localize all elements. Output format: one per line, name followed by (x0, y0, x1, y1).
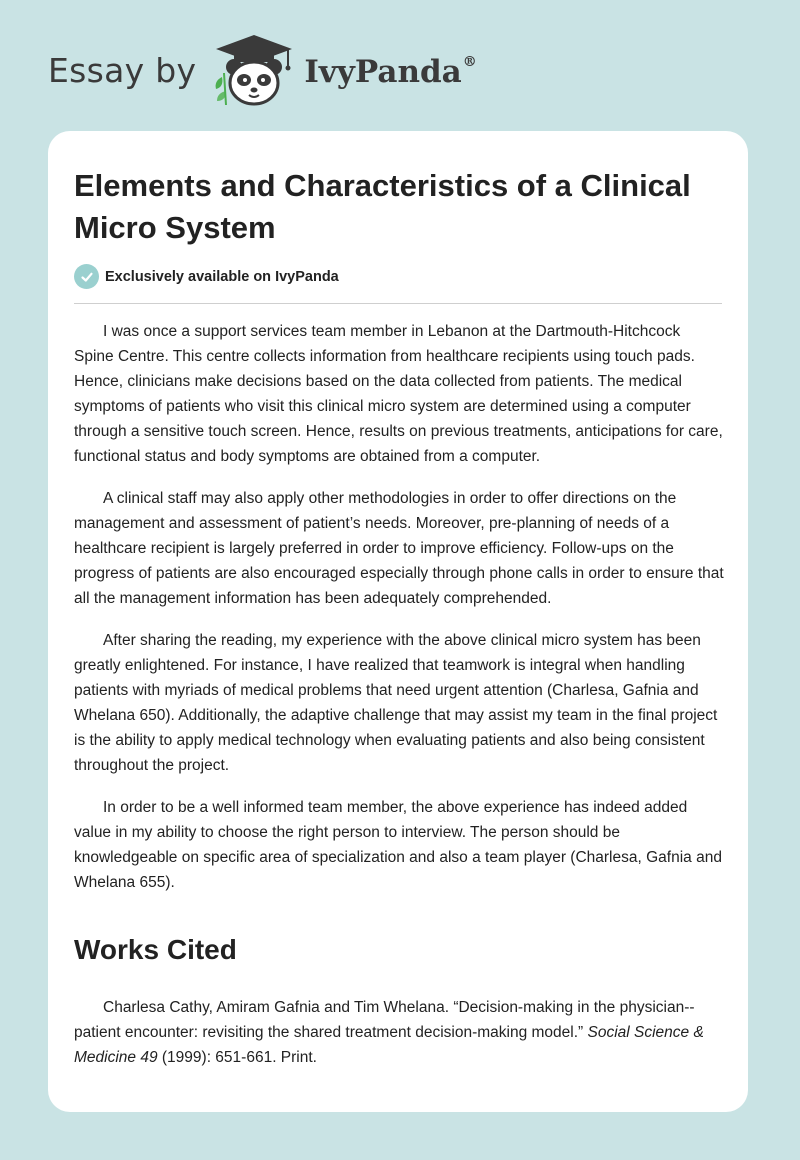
brand-name: IvyPanda® (304, 54, 477, 90)
exclusive-badge (74, 264, 339, 289)
citation-authors-title: Charlesa Cathy, Amiram Gafnia and Tim Whelana. “Decision-making in the physician-- patient encounter: revisiting the shared treatment decision-making model.” (74, 999, 695, 1041)
page-title: Elements and Characteristics of a Clinical Micro System (74, 168, 691, 245)
citation-details: (1999): 651-661. Print. (161, 1049, 317, 1066)
badge-text: Exclusively available on IvyPanda (105, 268, 339, 285)
panda-graduate-logo-icon (208, 33, 300, 107)
paragraph: A clinical staff may also apply other methodologies in order to offer directions on the management and assessment of patient’s needs. Moreover, pre-planning of needs of a healthcare recipient is largely preferred in order to improve efficiency. Follow-ups on the progress of patients are also encouraged especially through phone calls in order to ensure that all the management information has been adequately comprehended. (74, 490, 724, 607)
check-circle-icon (74, 264, 99, 289)
paragraph: After sharing the reading, my experience with the above clinical micro system has been greatly enlightened. For instance, I have realized that teamwork is integral when handling patients with myriads of medical problems that need urgent attention (Charlesa, Gafnia and Whelana 650). Additionally, the adaptive challenge that may assist my team in the final project is the ability to apply medical technology when evaluating patients and also being consistent throughout the project. (74, 632, 718, 774)
citation-journal: Social Science & Medicine 49 (74, 1024, 704, 1066)
citation-entry (74, 995, 724, 1070)
essay-body (74, 319, 724, 912)
works-cited-heading: Works Cited (74, 934, 237, 965)
divider (74, 303, 722, 304)
paragraph: In order to be a well informed team member, the above experience has indeed added value in my ability to choose the right person to interview. The person should be knowledgeable on specific area of specialization and also a team player (Charlesa, Gafnia and Whelana 655). (74, 799, 722, 891)
brand-prefix: Essay by (48, 50, 197, 90)
site-header (48, 30, 548, 110)
essay-card (48, 131, 748, 1112)
paragraph: I was once a support services team member in Lebanon at the Dartmouth-Hitchcock Spine Centre. This centre collects information from healthcare recipients using touch pads. Hence, clinicians make decisions based on the data collected from patients. The medical symptoms of patients who visit this clinical micro system are determined using a computer through a sensitive touch screen. Hence, results on previous treatments, anticipations for care, functional status and body symptoms are obtained from a computer. (74, 323, 723, 465)
